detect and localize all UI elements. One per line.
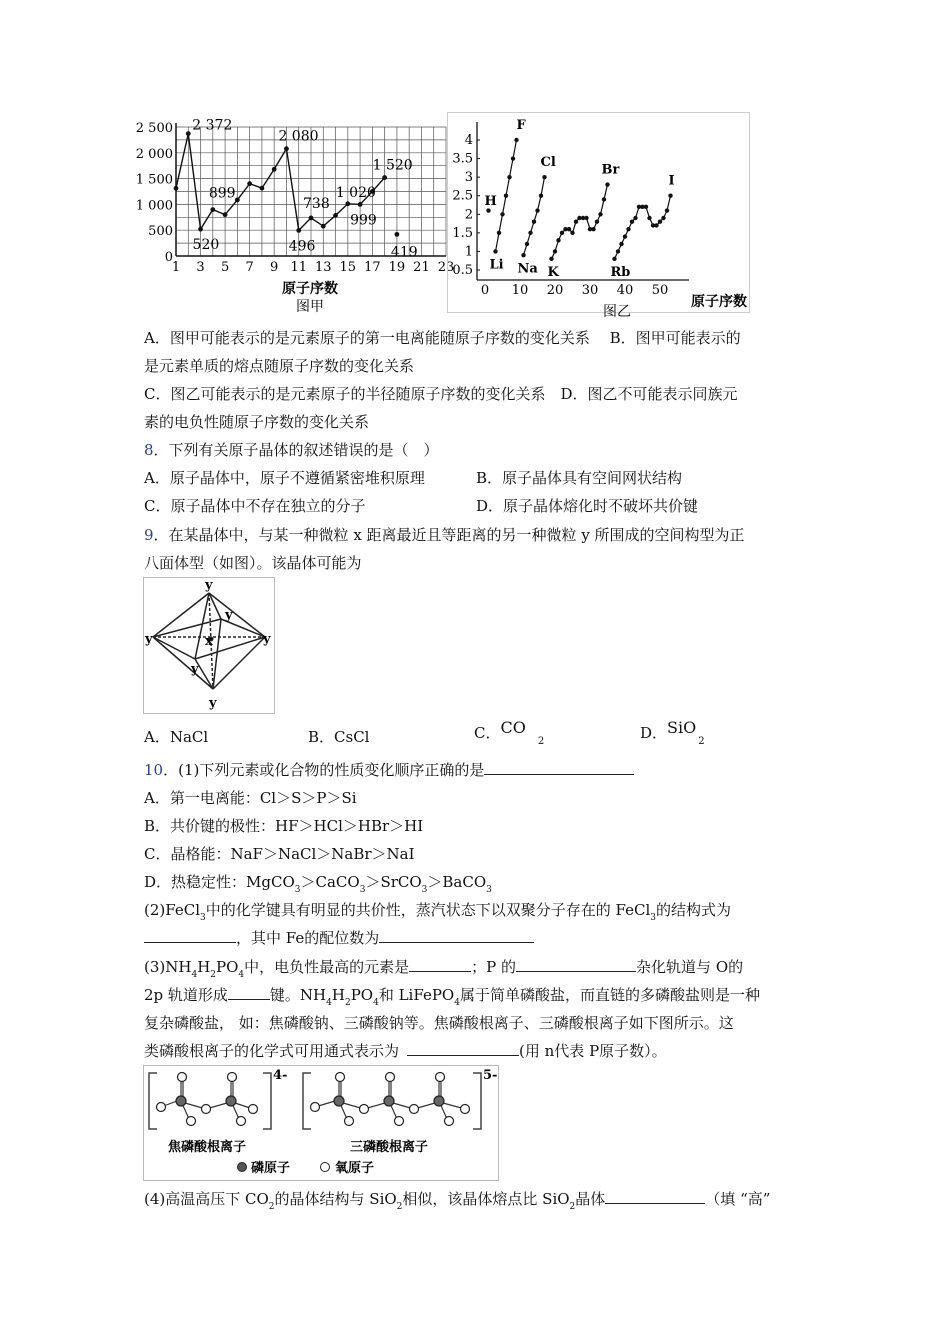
- electronegativity-blank[interactable]: [409, 957, 471, 972]
- yi-data-point: [665, 208, 669, 212]
- jia-data-point: [186, 131, 191, 136]
- yi-element-label: Br: [601, 162, 620, 178]
- q10-p4-t3: 相似，该晶体熔点比 SiO: [402, 1190, 570, 1208]
- q9-option-c-sub: 2: [537, 736, 545, 747]
- q10-d-sub-3: 3: [421, 885, 428, 895]
- jia-y-tick-label: 500: [148, 224, 173, 240]
- q9-option-a: A．NaCl: [144, 728, 209, 746]
- oxygen-atom: [228, 1073, 237, 1082]
- q10-p3-t5: ；P 的: [471, 958, 517, 976]
- fecl3-structure-blank[interactable]: [144, 928, 236, 943]
- yi-data-point: [560, 231, 564, 235]
- jia-data-point: [247, 181, 252, 186]
- q10-part2: [144, 900, 731, 928]
- figure-jia: [135, 115, 455, 315]
- q9-option-c-prefix: C．: [474, 724, 501, 742]
- yi-y-tick-label: 4: [464, 133, 473, 148]
- yi-y-tick-label: 2: [464, 207, 473, 223]
- tri-name: 三磷酸根离子: [349, 1140, 429, 1155]
- oct-label-front: y: [191, 662, 199, 677]
- yi-x-tick-label: 40: [616, 283, 634, 298]
- yi-data-point: [595, 220, 599, 224]
- q10-p3-s3: 4: [238, 970, 245, 980]
- q9-stem-2: 八面体型（如图）。该晶体可能为: [144, 554, 362, 572]
- q10-p3-t3: PO: [216, 958, 239, 976]
- q10-part1-blank[interactable]: [484, 760, 634, 775]
- jia-data-point: [198, 227, 203, 232]
- oxygen-atom: [461, 1105, 470, 1114]
- q10-p3-l2-t3: H: [331, 986, 345, 1004]
- yi-y-ticks: [452, 133, 480, 278]
- yi-data-point: [661, 216, 665, 220]
- yi-data-point: [528, 231, 532, 235]
- oxygen-atom: [395, 1117, 404, 1126]
- legend-o-marker: [321, 1163, 330, 1172]
- q10-p3-l2-t6: 属于简单磷酸盐，而直链的多磷酸盐则是一种: [459, 986, 760, 1004]
- yi-data-point: [591, 227, 595, 231]
- q10-p3-l2-s2: 2: [344, 998, 351, 1008]
- legend-p-marker: [238, 1163, 247, 1172]
- jia-x-tick-label: 13: [314, 260, 332, 275]
- q10-part3-line3: 复杂磷酸盐， 如：焦磷酸钠、三磷酸钠等。焦磷酸根离子、三磷酸根离子如下图所示。这: [144, 1014, 734, 1032]
- jia-x-tick-label: 19: [388, 260, 406, 275]
- q10-p4-t1: (4)高温高压下 CO: [144, 1190, 269, 1208]
- yi-caption: 图乙: [603, 304, 631, 320]
- q8-stem: [144, 440, 439, 460]
- oct-label-right: y: [263, 632, 271, 647]
- yi-data-point: [567, 227, 571, 231]
- jia-value-label: 999: [350, 212, 377, 229]
- yi-data-point: [654, 223, 658, 227]
- yi-y-tick-label: 1: [464, 244, 473, 260]
- general-formula-blank[interactable]: [407, 1041, 519, 1056]
- bond-type-blank[interactable]: [228, 985, 270, 1000]
- q10-option-d: [144, 872, 492, 900]
- jia-data-point: [235, 198, 240, 203]
- q10-d-sub-4: 3: [486, 885, 492, 895]
- jia-value-label: 496: [288, 238, 316, 255]
- q10-d-text-2: ＞CaCO: [300, 873, 360, 891]
- legend-o-text: 氧原子: [335, 1161, 375, 1176]
- jia-data-point: [345, 201, 350, 206]
- q10-p3-t6: 杂化轨道与 O的: [636, 958, 744, 976]
- jia-value-label: 419: [390, 244, 418, 261]
- q10-p3-s2: 2: [210, 970, 217, 980]
- yi-element-label: Rb: [610, 265, 631, 281]
- yi-data-point: [626, 227, 630, 231]
- jia-y-tick-label: 1 500: [135, 172, 173, 188]
- yi-data-point: [539, 194, 543, 198]
- yi-x-tick-label: 20: [546, 283, 564, 298]
- q7-option-cd: C．图乙可能表示的是元素原子的半径随原子序数的变化关系 D．图乙不可能表示同族元: [144, 385, 738, 403]
- oxygen-atom: [410, 1105, 419, 1114]
- q8-option-a: A．原子晶体中，原子不遵循紧密堆积原理: [144, 469, 425, 487]
- yi-data-point: [549, 257, 553, 261]
- hybridization-blank[interactable]: [516, 957, 636, 972]
- jia-y-ticks: [136, 121, 173, 265]
- phosphorus-atom: [226, 1096, 236, 1106]
- q10-p3-t2: H: [197, 958, 211, 976]
- figure-yi: [447, 112, 757, 322]
- q9-option-d-prefix: D．: [640, 724, 668, 742]
- q10-p3-l2-s1: 4: [326, 998, 332, 1008]
- yi-element-label: Cl: [540, 155, 556, 170]
- jia-data-point: [272, 167, 277, 172]
- jia-data-point: [321, 224, 326, 229]
- yi-data-point: [633, 216, 637, 220]
- jia-data-point: [358, 202, 363, 207]
- bracket-left-pyro: [149, 1073, 481, 1129]
- yi-data-point: [493, 249, 497, 253]
- jia-caption: 图甲: [296, 299, 324, 315]
- yi-element-label: Li: [489, 257, 504, 273]
- yi-element-label: F: [516, 117, 526, 133]
- yi-y-tick-label: 2.5: [452, 188, 473, 204]
- yi-frame: [448, 113, 750, 313]
- q10-p4-s2: 2: [396, 1202, 403, 1212]
- oxygen-atom: [386, 1073, 395, 1082]
- jia-data-point: [210, 207, 215, 212]
- yi-data-point: [647, 216, 651, 220]
- q10-p4-t2: 的晶体结构与 SiO: [274, 1190, 397, 1208]
- jia-data-point: [174, 186, 179, 191]
- oxygen-atom: [178, 1073, 187, 1082]
- jia-value-label: 899: [208, 185, 236, 202]
- yi-series: [486, 138, 672, 261]
- q10-p2-sub-1: 3: [200, 913, 206, 923]
- coordination-number-blank[interactable]: [379, 928, 534, 943]
- jia-x-tick-label: 3: [196, 260, 205, 275]
- jia-x-tick-label: 23: [437, 260, 455, 275]
- yi-data-point: [658, 220, 662, 224]
- yi-element-label: Na: [517, 261, 538, 277]
- q8-option-d: D．原子晶体熔化时不破坏共价键: [476, 497, 699, 515]
- q8-stem-text: ．下列有关原子晶体的叙述错误的是（ ）: [153, 441, 439, 459]
- q9-option-c: [474, 718, 545, 747]
- yi-data-point: [623, 234, 627, 238]
- q7-option-b-cont: 是元素单质的熔点随原子序数的变化关系: [144, 357, 415, 375]
- q10-d-text-1: D．热稳定性：MgCO: [144, 873, 295, 891]
- yi-data-point: [602, 197, 606, 201]
- yi-data-point: [644, 205, 648, 209]
- phosphorus-atom: [334, 1096, 344, 1106]
- yi-data-point: [507, 175, 511, 179]
- q8-option-b: B．原子晶体具有空间网状结构: [476, 469, 683, 487]
- q10-part3-line1: [144, 957, 743, 985]
- q10-p3-l2-s4: 4: [454, 998, 460, 1008]
- phosphorus-atom: [434, 1096, 444, 1106]
- jia-y-tick-label: 1 000: [135, 198, 173, 214]
- jia-y-tick-label: 2 000: [135, 146, 173, 162]
- phosphate-atoms: [157, 1073, 470, 1126]
- yi-x-tick-label: 50: [651, 283, 669, 298]
- phosphate-figure: [143, 1065, 499, 1181]
- yi-data-point: [598, 212, 602, 216]
- oxygen-atom: [237, 1117, 246, 1126]
- jia-data-point: [382, 175, 387, 180]
- yi-x-ticks: [481, 283, 668, 298]
- yi-data-point: [542, 175, 546, 179]
- yi-data-point: [525, 242, 529, 246]
- yi-x-tick-label: 30: [581, 283, 599, 298]
- q9-stem-1: [144, 525, 745, 545]
- q10-p3-s1: 4: [191, 970, 198, 980]
- oct-label-top: y: [205, 578, 213, 593]
- q10-p4-s3: 2: [569, 1202, 576, 1212]
- q9-option-d-formula: SiO: [667, 718, 697, 737]
- yi-data-point: [668, 194, 672, 198]
- oxygen-atom: [187, 1117, 196, 1126]
- q10-d-sub-2: 3: [359, 885, 366, 895]
- q7-option-ab: A．图甲可能表示的是元素原子的第一电离能随原子序数的变化关系 B．图甲可能表示的: [144, 329, 741, 347]
- q10-d-text-3: ＞SrCO: [365, 873, 422, 891]
- melting-point-blank[interactable]: [605, 1189, 705, 1204]
- yi-data-point: [521, 253, 525, 257]
- oxygen-atom: [336, 1073, 345, 1082]
- yi-data-point: [612, 257, 616, 261]
- q10-p3-t4: 中，电负性最高的元素是: [244, 958, 410, 976]
- jia-x-tick-label: 11: [290, 260, 308, 275]
- q10-p4-t5: （填 “高”: [705, 1190, 771, 1208]
- jia-data-point: [296, 228, 301, 233]
- yi-y-tick-label: 3: [464, 170, 473, 186]
- jia-value-label: 2 080: [278, 128, 319, 145]
- yi-element-label: I: [668, 173, 675, 189]
- pyro-name: 焦磷酸根离子: [167, 1140, 247, 1155]
- yi-y-tick-label: 0.5: [452, 263, 473, 278]
- jia-x-tick-label: 5: [220, 260, 230, 275]
- q10-p3-l4-t2: (用 n代表 P原子数）。: [519, 1042, 667, 1060]
- jia-value-label: 520: [192, 237, 220, 254]
- q10-part2-line2: [144, 928, 534, 948]
- q9-option-b: B．CsCl: [308, 728, 370, 746]
- jia-data-point: [309, 216, 314, 221]
- q8-option-c: C．原子晶体中不存在独立的分子: [144, 497, 366, 515]
- yi-y-tick-label: 1.5: [452, 225, 473, 241]
- yi-data-point: [535, 208, 539, 212]
- q10-part1-text: ．(1)下列元素或化合物的性质变化顺序正确的是: [163, 761, 485, 779]
- q10-part3-line4: [144, 1041, 667, 1061]
- oxygen-atom: [445, 1117, 454, 1126]
- jia-y-tick-label: 0: [164, 250, 173, 265]
- yi-element-labels: [485, 118, 675, 280]
- oxygen-atom: [202, 1105, 211, 1114]
- jia-data-point: [260, 186, 265, 191]
- q9-option-d-sub: 2: [698, 736, 705, 747]
- yi-element-label: H: [484, 194, 497, 209]
- yi-data-point: [500, 212, 504, 216]
- pyro-charge: 4-: [273, 1068, 288, 1083]
- jia-data-labels: [192, 118, 417, 261]
- q10-number: 10: [144, 761, 164, 779]
- legend-p-text: 磷原子: [251, 1161, 291, 1176]
- yi-data-point: [532, 220, 536, 224]
- q8-number: 8: [144, 441, 154, 459]
- yi-data-point: [616, 249, 620, 253]
- jia-xlabel: 原子序数: [282, 281, 338, 297]
- yi-data-point: [486, 208, 490, 212]
- phosphorus-atom: [384, 1096, 394, 1106]
- jia-x-tick-label: 1: [171, 260, 181, 275]
- tri-charge: 5-: [483, 1068, 498, 1083]
- oxygen-atom: [345, 1117, 354, 1126]
- octahedron-figure: [143, 577, 275, 714]
- yi-data-point: [619, 242, 623, 246]
- jia-data-point: [333, 213, 338, 218]
- yi-y-tick-label: 3.5: [452, 151, 473, 167]
- jia-x-tick-label: 9: [270, 260, 279, 275]
- yi-data-point: [630, 220, 634, 224]
- jia-x-tick-label: 21: [413, 260, 430, 275]
- oxygen-atom: [157, 1103, 166, 1112]
- q10-p3-l2-t1: 2p 轨道形成: [144, 986, 228, 1004]
- yi-data-point: [497, 231, 501, 235]
- q10-p3-t1: (3)NH: [144, 958, 192, 976]
- yi-data-point: [511, 156, 515, 160]
- q10-p3-l2-t2: 键。NH: [269, 986, 327, 1004]
- jia-x-tick-label: 17: [364, 260, 381, 275]
- yi-data-point: [570, 231, 574, 235]
- oxygen-atom: [311, 1103, 320, 1112]
- jia-x-tick-label: 7: [245, 260, 254, 275]
- q10-d-sub-1: 3: [294, 885, 301, 895]
- q10-option-a: A．第一电离能：Cl＞S＞P＞Si: [144, 789, 357, 807]
- phosphorus-atom: [176, 1096, 186, 1106]
- q10-p2-text-3: 的结构式为: [655, 901, 731, 919]
- jia-value-label: 1 020: [335, 184, 376, 201]
- yi-data-point: [584, 216, 588, 220]
- yi-data-point: [605, 182, 609, 186]
- q10-d-text-4: ＞BaCO: [427, 873, 487, 891]
- jia-x-ticks: [172, 260, 454, 275]
- q10-p4-t4: 晶体: [575, 1190, 606, 1208]
- q10-option-b: B．共价键的极性：HF＞HCl＞HBr＞HI: [144, 817, 424, 835]
- jia-value-label: 2 372: [192, 117, 233, 134]
- yi-data-point: [574, 220, 578, 224]
- q9-option-d: [640, 718, 705, 747]
- q9-number: 9: [144, 526, 154, 544]
- jia-y-tick-label: 2 500: [135, 121, 173, 136]
- q9-option-c-formula: CO: [500, 718, 526, 737]
- oct-label-back: y: [225, 608, 233, 623]
- q10-p4-s1: 2: [268, 1202, 275, 1212]
- yi-x-tick-label: 10: [511, 283, 529, 298]
- yi-data-point: [504, 194, 508, 198]
- yi-x-tick-label: 0: [480, 283, 490, 298]
- jia-x-tick-label: 15: [339, 260, 357, 275]
- q9-stem-text-1: ．在某晶体中，与某一种微粒 x 距离最近且等距离的另一种微粒 y 所围成的空间构型为正: [153, 526, 745, 544]
- q7-option-d-cont: 素的电负性随原子序数的变化关系: [144, 413, 370, 431]
- q10-p2-sub-2: 3: [650, 913, 656, 923]
- q10-option-c: C．晶格能：NaF＞NaCl＞NaBr＞NaI: [144, 845, 415, 863]
- q10-p3-l2-s3: 4: [373, 998, 379, 1008]
- jia-data-point: [223, 212, 228, 217]
- q10-part4: [144, 1189, 770, 1217]
- jia-data-point: [284, 146, 289, 151]
- jia-value-label: 738: [303, 195, 330, 212]
- oxygen-atom: [436, 1073, 445, 1082]
- q10-p2-text-1: (2)FeCl: [144, 901, 200, 919]
- oxygen-atom: [360, 1105, 369, 1114]
- yi-element-label: K: [547, 265, 559, 281]
- yi-data-point: [553, 249, 557, 253]
- q10-p3-l4-t1: 类磷酸根离子的化学式可用通式表示为: [144, 1042, 400, 1060]
- q10-p2-line2-text: ，其中 Fe的配位数为: [236, 929, 380, 947]
- yi-data-point: [514, 138, 518, 142]
- q10-p3-l2-t4: PO: [350, 986, 374, 1004]
- q10-part1: [144, 760, 634, 780]
- oct-label-x: x: [205, 634, 213, 649]
- q10-p2-text-2: 中的化学键具有明显的共价性，蒸汽状态下以双聚分子存在的 FeCl: [205, 901, 651, 919]
- jia-data-point: [395, 232, 400, 237]
- q10-part3-line2: [144, 985, 760, 1013]
- q10-p3-l2-t5: 和 LiFePO: [378, 986, 455, 1004]
- oxygen-atom: [249, 1105, 258, 1114]
- yi-xlabel: 原子序数: [691, 294, 747, 310]
- oct-label-bottom: y: [209, 696, 217, 711]
- yi-data-point: [556, 238, 560, 242]
- jia-value-label: 1 520: [372, 157, 413, 174]
- oct-label-left: y: [145, 632, 153, 647]
